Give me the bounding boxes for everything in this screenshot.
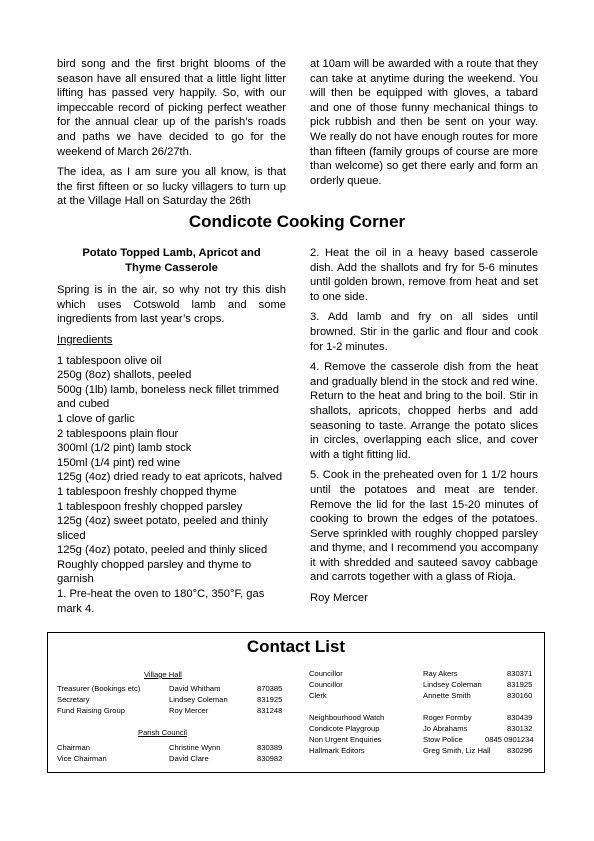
ingredient-item: 300ml (1/2 pint) lamb stock bbox=[57, 442, 192, 455]
ingredient-item: 1 tablespoon freshly chopped parsley bbox=[57, 500, 243, 513]
contact-phone: 831248 bbox=[257, 706, 283, 715]
village-hall-heading: Village Hall bbox=[144, 670, 182, 679]
recipe-intro: Spring is in the air, so why not try this dish which uses Cotswold lamb and some ingredients from last year’s crops. bbox=[57, 284, 286, 326]
contact-phone: 830160 bbox=[507, 691, 533, 700]
contact-list-box bbox=[47, 632, 545, 773]
contact-role: Treasurer (Bookings etc) bbox=[57, 684, 141, 693]
contact-phone: 830439 bbox=[507, 713, 533, 722]
contact-phone: 830371 bbox=[507, 669, 533, 678]
ingredients-heading: Ingredients bbox=[57, 333, 113, 346]
contact-name: Annette Smith bbox=[423, 691, 471, 700]
method-step-5: 5. Cook in the preheated oven for 1 1/2 hours until the potatoes and meat are tender. Remove the lid for the last 15-20 minutes of cooking to brown the edges of the potatoes. Serve sprinkled with roughly chopped parsley and thyme, and I recommend you accompany it with shredded and sauteed savoy cabbage and carrots together with a glass of Rioja. bbox=[310, 469, 538, 584]
recipe-title bbox=[57, 246, 286, 275]
contact-role: Chairman bbox=[57, 743, 90, 752]
contact-phone: 830132 bbox=[507, 724, 533, 733]
contact-phone: 870385 bbox=[257, 684, 283, 693]
contact-name: David Whitham bbox=[169, 684, 221, 693]
article-paragraph: at 10am will be awarded with a route that they can take at anytime during the weekend. You will then be equipped with gloves, a tabard and one of those funny mechanical things to pick rubbish and then be sent on your way. We really do not have enough routes for more than fifteen (family groups of course are more than welcome) so get there early and form an orderly queue. bbox=[310, 58, 538, 187]
contact-role: Vice Chairman bbox=[57, 754, 107, 763]
ingredient-item: 1 tablespoon freshly chopped thyme bbox=[57, 485, 237, 498]
contact-phone: 831925 bbox=[507, 680, 533, 689]
method-step-2: 2. Heat the oil in a heavy based casserole dish. Add the shallots and fry for 5-6 minutes until golden brown, remove from heat and set to one side. bbox=[310, 247, 538, 303]
contact-phone: 830296 bbox=[507, 746, 533, 755]
ingredients-list bbox=[57, 354, 286, 588]
contact-role: Neighbourhood Watch bbox=[309, 713, 385, 722]
ingredient-item: 125g (4oz) potato, peeled and thinly sliced bbox=[57, 544, 268, 557]
recipe-left-column bbox=[57, 246, 286, 622]
ingredient-item: 1 clove of garlic bbox=[57, 412, 135, 425]
contact-name: Ray Akers bbox=[423, 669, 458, 678]
recipe-signature: Roy Mercer bbox=[310, 592, 368, 605]
recipe-title-line: Thyme Casserole bbox=[125, 261, 218, 274]
contact-name: Jo Abrahams bbox=[423, 724, 468, 733]
method-step-1: 1. Pre-heat the oven to 180°C, 350°F, gas mark 4. bbox=[57, 588, 265, 615]
contact-role: Fund Raising Group bbox=[57, 706, 125, 715]
ingredient-item: 150ml (1/4 pint) red wine bbox=[57, 456, 181, 469]
ingredient-item: Roughly chopped parsley and thyme to garnish bbox=[57, 558, 252, 586]
contact-role: Condicote Playgroup bbox=[309, 724, 380, 733]
ingredient-item: 1 tablespoon olive oil bbox=[57, 354, 162, 367]
litter-article-left-column bbox=[57, 57, 286, 215]
recipe-right-column bbox=[310, 246, 538, 612]
article-paragraph: The idea, as I am sure you all know, is that the first fifteen or so lucky villagers to turn up at the Village Hall on Saturday the 26th bbox=[57, 166, 286, 208]
contact-name: David Clare bbox=[169, 754, 209, 763]
contact-role: Councillor bbox=[309, 680, 343, 689]
contact-role: Non Urgent Enquiries bbox=[309, 735, 382, 744]
contact-role: Secretary bbox=[57, 695, 90, 704]
article-paragraph: bird song and the first bright blooms of the season have all ensured that a little light litter lifting has passed very happily. So, with our impeccable record of picking perfect weather for the annual clear up of the parish’s roads and paths we have decided to go for the weekend of March 26/27th. bbox=[57, 58, 286, 158]
contact-name: Lindsey Coleman bbox=[169, 695, 228, 704]
contact-role: Clerk bbox=[309, 691, 327, 700]
contact-name: Lindsey Coleman bbox=[423, 680, 482, 689]
contact-phone: 830982 bbox=[257, 754, 283, 763]
contact-role: Councillor bbox=[309, 669, 343, 678]
ingredient-item: 125g (4oz) dried ready to eat apricots, halved bbox=[57, 471, 283, 484]
contact-phone: 830389 bbox=[257, 743, 283, 752]
parish-council-heading: Parish Council bbox=[138, 728, 187, 737]
contact-name: Roger Formby bbox=[423, 713, 472, 722]
ingredient-item: 125g (4oz) sweet potato, peeled and thinly sliced bbox=[57, 515, 268, 542]
ingredient-item: 250g (8oz) shallots, peeled bbox=[57, 369, 192, 382]
contact-role: Hallmark Editors bbox=[309, 746, 365, 755]
contact-name: Greg Smith, Liz Hall bbox=[423, 746, 491, 755]
section-title: Condicote Cooking Corner bbox=[188, 212, 406, 231]
contact-phone: 831925 bbox=[257, 695, 283, 704]
ingredient-item: 500g (1lb) lamb, boneless neck fillet trimmed and cubed bbox=[57, 383, 279, 411]
recipe-title-line: Potato Topped Lamb, Apricot and bbox=[82, 247, 261, 259]
contact-name: Christine Wynn bbox=[169, 743, 221, 752]
contact-list-title: Contact List bbox=[246, 637, 346, 656]
ingredient-item: 2 tablespoons plain flour bbox=[57, 427, 179, 440]
method-step-3: 3. Add lamb and fry on all sides until browned. Stir in the garlic and flour and cook for 1-2 minutes. bbox=[310, 311, 538, 353]
contact-phone: 0845 0901234 bbox=[485, 735, 534, 744]
contact-name: Roy Mercer bbox=[169, 706, 209, 715]
contact-name: Stow Police bbox=[423, 735, 463, 744]
method-step-4: 4. Remove the casserole dish from the heat and gradually blend in the stock and red wine. Return to the heat and bring to the boil. Stir in shallots, apricots, chopped herbs and add seasoning to taste. Arrange the potato slices in circles, overlapping each slice, and cover with a tight fitting lid. bbox=[310, 361, 538, 461]
litter-article-right-column bbox=[310, 57, 538, 194]
